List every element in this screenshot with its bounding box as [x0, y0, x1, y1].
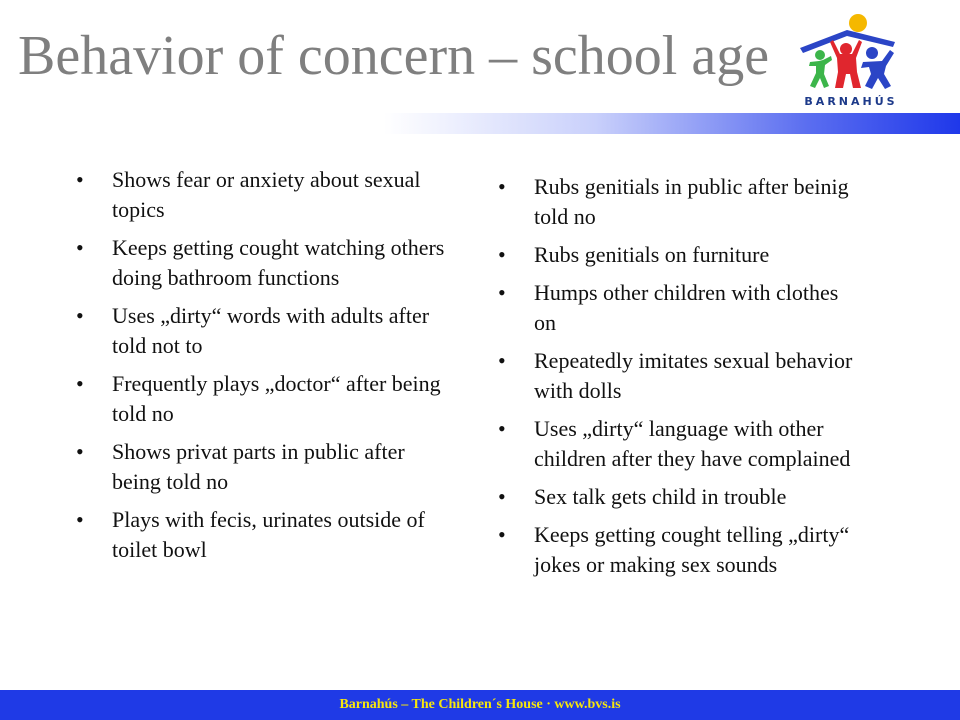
bullet-point: •: [498, 280, 506, 305]
list-item: [76, 437, 456, 497]
footer-bar: [0, 690, 960, 720]
list-item-text: Repeatedly imitates sexual behavior with dolls: [534, 348, 853, 403]
bullet-point: •: [498, 348, 506, 373]
bullet-point: •: [498, 522, 506, 547]
bullet-point: •: [76, 167, 84, 192]
bullet-point: •: [76, 235, 84, 260]
list-item: [76, 233, 456, 293]
list-item-text: Shows privat parts in public after being told no: [112, 439, 405, 494]
list-item-text: Rubs genitials on furniture: [534, 242, 770, 267]
right-bullet-list: [498, 172, 858, 588]
list-item-text: Uses „dirty“ language with other children after they have complained: [534, 416, 851, 471]
bullet-point: •: [76, 439, 84, 464]
slide-title: Behavior of concern – school age: [18, 25, 770, 87]
bullet-point: •: [76, 371, 84, 396]
bullet-point: •: [498, 416, 506, 441]
logo-graphic: [795, 10, 905, 98]
bullet-point: •: [498, 242, 506, 267]
list-item: [498, 414, 858, 474]
logo-wordmark: BARNAHÚS: [804, 95, 898, 108]
list-item: [498, 482, 858, 512]
bullet-point: •: [76, 303, 84, 328]
list-item-text: Keeps getting cought telling „dirty“ jokes or making sex sounds: [534, 522, 850, 577]
barnahus-logo: [795, 10, 905, 110]
title-gradient-bar: [0, 113, 960, 134]
bullet-point: •: [76, 507, 84, 532]
list-item-text: Sex talk gets child in trouble: [534, 484, 787, 509]
list-item: [76, 301, 456, 361]
list-item: [498, 172, 858, 232]
list-item: [76, 505, 456, 565]
bullet-point: •: [498, 484, 506, 509]
list-item: [498, 520, 858, 580]
list-item-text: Humps other children with clothes on: [534, 280, 839, 335]
list-item: [498, 346, 858, 406]
list-item: [498, 278, 858, 338]
list-item: [76, 165, 456, 225]
list-item-text: Rubs genitials in public after beinig told no: [534, 174, 849, 229]
list-item-text: Keeps getting cought watching others doing bathroom functions: [112, 235, 445, 290]
list-item: [76, 369, 456, 429]
footer-text: Barnahús – The Children´s House · www.bvs.is: [339, 697, 621, 712]
list-item-text: Uses „dirty“ words with adults after told not to: [112, 303, 430, 358]
left-bullet-list: [76, 165, 456, 573]
list-item-text: Plays with fecis, urinates outside of toilet bowl: [112, 507, 425, 562]
list-item: [498, 240, 858, 270]
list-item-text: Frequently plays „doctor“ after being told no: [112, 371, 441, 426]
bullet-point: •: [498, 174, 506, 199]
list-item-text: Shows fear or anxiety about sexual topics: [112, 167, 421, 222]
